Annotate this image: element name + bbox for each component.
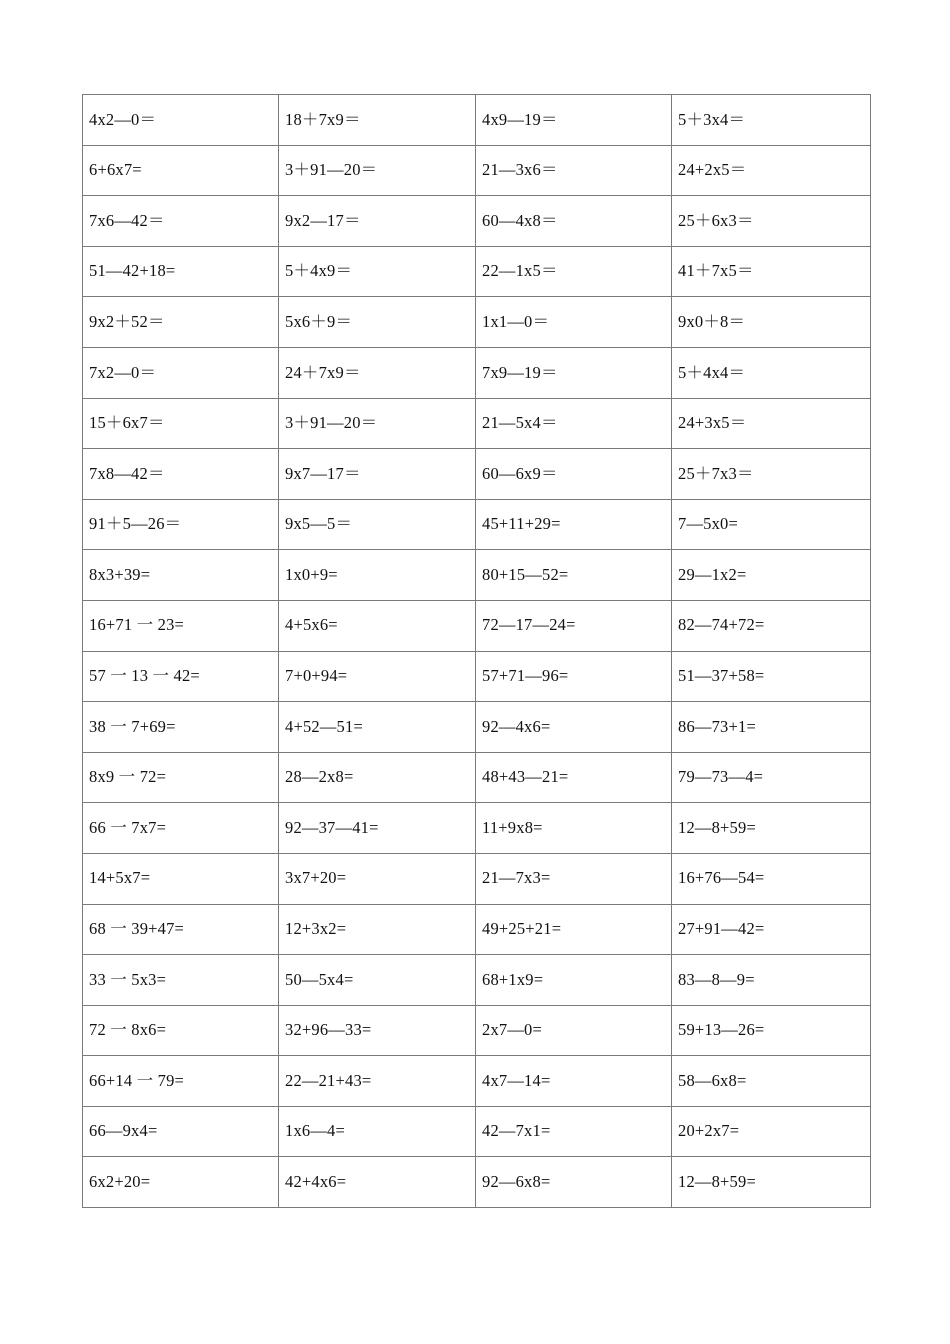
math-problem-cell: 38 一 7+69= <box>83 702 279 753</box>
worksheet-body <box>83 95 871 1208</box>
table-row <box>83 449 871 500</box>
math-problem-cell: 4+5x6= <box>279 600 476 651</box>
math-problem-cell: 50—5x4= <box>279 955 476 1006</box>
table-row <box>83 550 871 601</box>
table-row <box>83 297 871 348</box>
math-problem-cell: 57 一 13 一 42= <box>83 651 279 702</box>
math-problem-cell: 51—42+18= <box>83 246 279 297</box>
table-row <box>83 246 871 297</box>
math-problem-cell: 12+3x2= <box>279 904 476 955</box>
math-problem-cell: 92—37—41= <box>279 803 476 854</box>
math-problem-cell: 58—6x8= <box>672 1056 871 1107</box>
math-problem-cell: 8x9 一 72= <box>83 752 279 803</box>
math-problem-cell: 16+76—54= <box>672 853 871 904</box>
math-problem-cell: 1x0+9= <box>279 550 476 601</box>
math-problem-cell: 27+91—42= <box>672 904 871 955</box>
arithmetic-worksheet-table <box>82 94 871 1208</box>
table-row <box>83 1106 871 1157</box>
math-problem-cell: 7+0+94= <box>279 651 476 702</box>
math-problem-cell: 18＋7x9＝ <box>279 95 476 146</box>
math-problem-cell: 72 一 8x6= <box>83 1005 279 1056</box>
math-problem-cell: 3＋91—20＝ <box>279 145 476 196</box>
math-problem-cell: 9x2＋52＝ <box>83 297 279 348</box>
math-problem-cell: 68+1x9= <box>476 955 672 1006</box>
math-problem-cell: 21—3x6＝ <box>476 145 672 196</box>
table-row <box>83 95 871 146</box>
math-problem-cell: 25＋6x3＝ <box>672 196 871 247</box>
math-problem-cell: 49+25+21= <box>476 904 672 955</box>
math-problem-cell: 6+6x7= <box>83 145 279 196</box>
math-problem-cell: 48+43—21= <box>476 752 672 803</box>
math-problem-cell: 2x7—0= <box>476 1005 672 1056</box>
math-problem-cell: 24+2x5＝ <box>672 145 871 196</box>
math-problem-cell: 1x1—0＝ <box>476 297 672 348</box>
math-problem-cell: 15＋6x7＝ <box>83 398 279 449</box>
math-problem-cell: 66+14 一 79= <box>83 1056 279 1107</box>
math-problem-cell: 32+96—33= <box>279 1005 476 1056</box>
math-problem-cell: 3＋91—20＝ <box>279 398 476 449</box>
table-row <box>83 600 871 651</box>
table-row <box>83 752 871 803</box>
math-problem-cell: 86—73+1= <box>672 702 871 753</box>
table-row <box>83 398 871 449</box>
math-problem-cell: 41＋7x5＝ <box>672 246 871 297</box>
math-problem-cell: 22—21+43= <box>279 1056 476 1107</box>
math-problem-cell: 91＋5—26＝ <box>83 499 279 550</box>
math-problem-cell: 29—1x2= <box>672 550 871 601</box>
math-problem-cell: 5＋4x9＝ <box>279 246 476 297</box>
math-problem-cell: 9x7—17＝ <box>279 449 476 500</box>
math-problem-cell: 60—6x9＝ <box>476 449 672 500</box>
math-problem-cell: 12—8+59= <box>672 1157 871 1208</box>
math-problem-cell: 22—1x5＝ <box>476 246 672 297</box>
math-problem-cell: 5＋3x4＝ <box>672 95 871 146</box>
math-problem-cell: 42+4x6= <box>279 1157 476 1208</box>
math-problem-cell: 72—17—24= <box>476 600 672 651</box>
table-row <box>83 196 871 247</box>
math-problem-cell: 9x0＋8＝ <box>672 297 871 348</box>
math-problem-cell: 21—7x3= <box>476 853 672 904</box>
math-problem-cell: 21—5x4＝ <box>476 398 672 449</box>
math-problem-cell: 24＋7x9＝ <box>279 347 476 398</box>
table-row <box>83 1056 871 1107</box>
math-problem-cell: 5＋4x4＝ <box>672 347 871 398</box>
math-problem-cell: 8x3+39= <box>83 550 279 601</box>
math-problem-cell: 83—8—9= <box>672 955 871 1006</box>
math-problem-cell: 9x5—5＝ <box>279 499 476 550</box>
math-problem-cell: 14+5x7= <box>83 853 279 904</box>
math-problem-cell: 7x9—19＝ <box>476 347 672 398</box>
math-problem-cell: 9x2—17＝ <box>279 196 476 247</box>
math-problem-cell: 66 一 7x7= <box>83 803 279 854</box>
math-problem-cell: 12—8+59= <box>672 803 871 854</box>
math-problem-cell: 3x7+20= <box>279 853 476 904</box>
math-problem-cell: 80+15—52= <box>476 550 672 601</box>
math-problem-cell: 7x8—42＝ <box>83 449 279 500</box>
math-problem-cell: 92—6x8= <box>476 1157 672 1208</box>
table-row <box>83 904 871 955</box>
table-row <box>83 1157 871 1208</box>
table-row <box>83 347 871 398</box>
math-problem-cell: 4x9—19＝ <box>476 95 672 146</box>
worksheet-page <box>82 94 870 1208</box>
math-problem-cell: 4+52—51= <box>279 702 476 753</box>
math-problem-cell: 51—37+58= <box>672 651 871 702</box>
math-problem-cell: 59+13—26= <box>672 1005 871 1056</box>
math-problem-cell: 4x2—0＝ <box>83 95 279 146</box>
math-problem-cell: 82—74+72= <box>672 600 871 651</box>
math-problem-cell: 11+9x8= <box>476 803 672 854</box>
math-problem-cell: 42—7x1= <box>476 1106 672 1157</box>
table-row <box>83 803 871 854</box>
math-problem-cell: 66—9x4= <box>83 1106 279 1157</box>
math-problem-cell: 25＋7x3＝ <box>672 449 871 500</box>
math-problem-cell: 60—4x8＝ <box>476 196 672 247</box>
math-problem-cell: 20+2x7= <box>672 1106 871 1157</box>
table-row <box>83 1005 871 1056</box>
math-problem-cell: 6x2+20= <box>83 1157 279 1208</box>
math-problem-cell: 33 一 5x3= <box>83 955 279 1006</box>
math-problem-cell: 92—4x6= <box>476 702 672 753</box>
math-problem-cell: 5x6＋9＝ <box>279 297 476 348</box>
table-row <box>83 702 871 753</box>
table-row <box>83 853 871 904</box>
math-problem-cell: 16+71 一 23= <box>83 600 279 651</box>
math-problem-cell: 57+71—96= <box>476 651 672 702</box>
table-row <box>83 499 871 550</box>
math-problem-cell: 68 一 39+47= <box>83 904 279 955</box>
math-problem-cell: 28—2x8= <box>279 752 476 803</box>
math-problem-cell: 79—73—4= <box>672 752 871 803</box>
math-problem-cell: 7x6—42＝ <box>83 196 279 247</box>
table-row <box>83 955 871 1006</box>
math-problem-cell: 24+3x5＝ <box>672 398 871 449</box>
math-problem-cell: 1x6—4= <box>279 1106 476 1157</box>
math-problem-cell: 7x2—0＝ <box>83 347 279 398</box>
math-problem-cell: 7—5x0= <box>672 499 871 550</box>
table-row <box>83 651 871 702</box>
math-problem-cell: 4x7—14= <box>476 1056 672 1107</box>
math-problem-cell: 45+11+29= <box>476 499 672 550</box>
table-row <box>83 145 871 196</box>
